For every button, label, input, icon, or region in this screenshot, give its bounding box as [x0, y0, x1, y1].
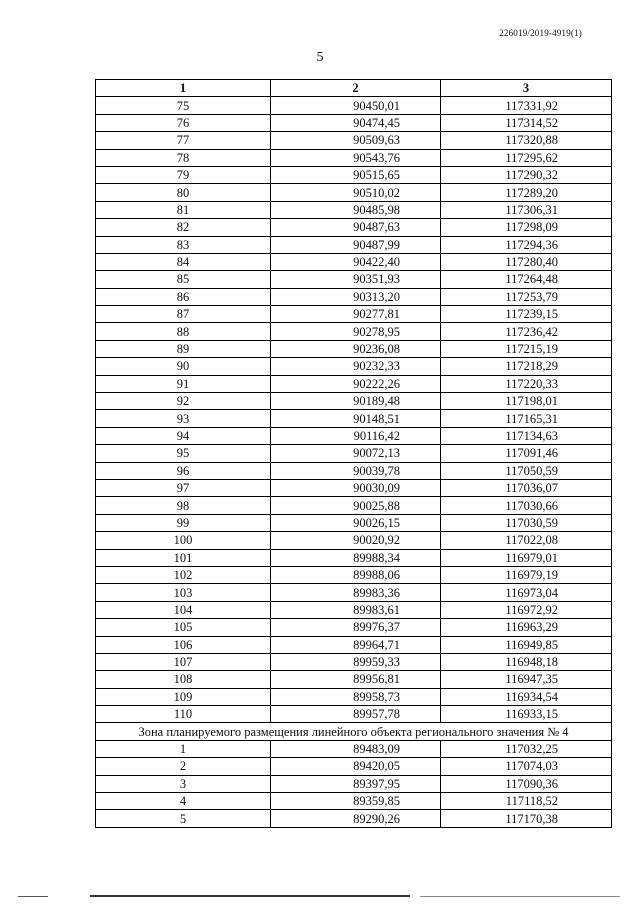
x-coordinate: 90236,08 [271, 340, 441, 357]
x-coordinate: 90277,81 [271, 306, 441, 323]
table-row [96, 775, 612, 792]
point-number: 88 [96, 323, 271, 340]
point-number: 1 [96, 740, 271, 757]
point-number: 95 [96, 445, 271, 462]
x-coordinate: 90422,40 [271, 253, 441, 270]
y-coordinate: 117280,40 [441, 253, 612, 270]
y-coordinate: 117165,31 [441, 410, 612, 427]
x-coordinate: 89397,95 [271, 775, 441, 792]
table-row [96, 445, 612, 462]
table-row [96, 584, 612, 601]
table-row [96, 97, 612, 114]
point-number: 108 [96, 671, 271, 688]
y-coordinate: 117289,20 [441, 184, 612, 201]
y-coordinate: 116972,92 [441, 601, 612, 618]
y-coordinate: 117074,03 [441, 758, 612, 775]
x-coordinate: 89359,85 [271, 793, 441, 810]
point-number: 79 [96, 166, 271, 183]
y-coordinate: 116949,85 [441, 636, 612, 653]
table-row [96, 566, 612, 583]
point-number: 80 [96, 184, 271, 201]
y-coordinate: 117050,59 [441, 462, 612, 479]
x-coordinate: 90487,99 [271, 236, 441, 253]
table-row [96, 340, 612, 357]
y-coordinate: 117220,33 [441, 375, 612, 392]
y-coordinate: 117331,92 [441, 97, 612, 114]
table-row [96, 236, 612, 253]
point-number: 100 [96, 532, 271, 549]
x-coordinate: 90026,15 [271, 514, 441, 531]
scan-artifact-line [0, 893, 640, 899]
point-number: 105 [96, 619, 271, 636]
y-coordinate: 117264,48 [441, 271, 612, 288]
y-coordinate: 117306,31 [441, 201, 612, 218]
column-header-1: 1 [96, 80, 271, 97]
table-body-zone-3 [96, 97, 612, 723]
x-coordinate: 90148,51 [271, 410, 441, 427]
table-row [96, 671, 612, 688]
y-coordinate: 117239,15 [441, 306, 612, 323]
point-number: 4 [96, 793, 271, 810]
y-coordinate: 117091,46 [441, 445, 612, 462]
table-row [96, 688, 612, 705]
y-coordinate: 117295,62 [441, 149, 612, 166]
y-coordinate: 117236,42 [441, 323, 612, 340]
x-coordinate: 89976,37 [271, 619, 441, 636]
point-number: 5 [96, 810, 271, 827]
x-coordinate: 89988,34 [271, 549, 441, 566]
point-number: 96 [96, 462, 271, 479]
table-row [96, 740, 612, 757]
x-coordinate: 89956,81 [271, 671, 441, 688]
y-coordinate: 117314,52 [441, 114, 612, 131]
y-coordinate: 117294,36 [441, 236, 612, 253]
y-coordinate: 117253,79 [441, 288, 612, 305]
table-row [96, 375, 612, 392]
point-number: 76 [96, 114, 271, 131]
x-coordinate: 90030,09 [271, 479, 441, 496]
y-coordinate: 117134,63 [441, 427, 612, 444]
point-number: 3 [96, 775, 271, 792]
header-row [96, 80, 612, 97]
page-number: 5 [316, 50, 324, 65]
point-number: 78 [96, 149, 271, 166]
x-coordinate: 90189,48 [271, 393, 441, 410]
point-number: 77 [96, 132, 271, 149]
x-coordinate: 90487,63 [271, 219, 441, 236]
x-coordinate: 89983,36 [271, 584, 441, 601]
x-coordinate: 90515,65 [271, 166, 441, 183]
coordinates-table [95, 79, 612, 828]
table-row [96, 114, 612, 131]
x-coordinate: 90222,26 [271, 375, 441, 392]
x-coordinate: 89957,78 [271, 706, 441, 723]
x-coordinate: 90116,42 [271, 427, 441, 444]
table-row [96, 601, 612, 618]
point-number: 102 [96, 566, 271, 583]
x-coordinate: 90450,01 [271, 97, 441, 114]
point-number: 94 [96, 427, 271, 444]
y-coordinate: 117036,07 [441, 479, 612, 496]
section-row [96, 723, 612, 740]
table-row [96, 166, 612, 183]
x-coordinate: 90072,13 [271, 445, 441, 462]
table-row [96, 514, 612, 531]
y-coordinate: 116979,01 [441, 549, 612, 566]
document-id: 226019/2019-4919(1) [499, 28, 582, 38]
x-coordinate: 90543,76 [271, 149, 441, 166]
table-row [96, 427, 612, 444]
x-coordinate: 89988,06 [271, 566, 441, 583]
y-coordinate: 116948,18 [441, 653, 612, 670]
table-row [96, 793, 612, 810]
x-coordinate: 90232,33 [271, 358, 441, 375]
table-row [96, 410, 612, 427]
x-coordinate: 90510,02 [271, 184, 441, 201]
column-header-2: 2 [271, 80, 441, 97]
y-coordinate: 116979,19 [441, 566, 612, 583]
x-coordinate: 90485,98 [271, 201, 441, 218]
point-number: 107 [96, 653, 271, 670]
y-coordinate: 117215,19 [441, 340, 612, 357]
table-row [96, 549, 612, 566]
column-header-3: 3 [441, 80, 612, 97]
y-coordinate: 117218,29 [441, 358, 612, 375]
point-number: 98 [96, 497, 271, 514]
y-coordinate: 116934,54 [441, 688, 612, 705]
point-number: 81 [96, 201, 271, 218]
point-number: 93 [96, 410, 271, 427]
y-coordinate: 116963,29 [441, 619, 612, 636]
x-coordinate: 90509,63 [271, 132, 441, 149]
y-coordinate: 117290,32 [441, 166, 612, 183]
point-number: 109 [96, 688, 271, 705]
x-coordinate: 89483,09 [271, 740, 441, 757]
x-coordinate: 89959,33 [271, 653, 441, 670]
y-coordinate: 117320,88 [441, 132, 612, 149]
y-coordinate: 117298,09 [441, 219, 612, 236]
table-row [96, 323, 612, 340]
table-row [96, 306, 612, 323]
point-number: 97 [96, 479, 271, 496]
table-row [96, 393, 612, 410]
point-number: 75 [96, 97, 271, 114]
point-number: 83 [96, 236, 271, 253]
point-number: 89 [96, 340, 271, 357]
table-row [96, 271, 612, 288]
table-row [96, 497, 612, 514]
table-row [96, 479, 612, 496]
y-coordinate: 117030,59 [441, 514, 612, 531]
section-title: Зона планируемого размещения линейного объекта регионального значения № 4 [96, 723, 612, 740]
x-coordinate: 90278,95 [271, 323, 441, 340]
point-number: 101 [96, 549, 271, 566]
table-body-zone-4 [96, 740, 612, 827]
x-coordinate: 90474,45 [271, 114, 441, 131]
table-row [96, 219, 612, 236]
point-number: 99 [96, 514, 271, 531]
y-coordinate: 117032,25 [441, 740, 612, 757]
y-coordinate: 117118,52 [441, 793, 612, 810]
table-header [96, 80, 612, 97]
table-row [96, 636, 612, 653]
point-number: 82 [96, 219, 271, 236]
table-row [96, 149, 612, 166]
point-number: 84 [96, 253, 271, 270]
x-coordinate: 89420,05 [271, 758, 441, 775]
point-number: 85 [96, 271, 271, 288]
x-coordinate: 89964,71 [271, 636, 441, 653]
point-number: 90 [96, 358, 271, 375]
table-row [96, 758, 612, 775]
point-number: 106 [96, 636, 271, 653]
x-coordinate: 89958,73 [271, 688, 441, 705]
table-row [96, 358, 612, 375]
table-row [96, 462, 612, 479]
point-number: 104 [96, 601, 271, 618]
y-coordinate: 117198,01 [441, 393, 612, 410]
point-number: 110 [96, 706, 271, 723]
x-coordinate: 90020,92 [271, 532, 441, 549]
point-number: 92 [96, 393, 271, 410]
x-coordinate: 89290,26 [271, 810, 441, 827]
table-row [96, 706, 612, 723]
x-coordinate: 90039,78 [271, 462, 441, 479]
y-coordinate: 116973,04 [441, 584, 612, 601]
y-coordinate: 116947,35 [441, 671, 612, 688]
table-row [96, 184, 612, 201]
table-row [96, 619, 612, 636]
y-coordinate: 117170,38 [441, 810, 612, 827]
point-number: 2 [96, 758, 271, 775]
y-coordinate: 117030,66 [441, 497, 612, 514]
point-number: 103 [96, 584, 271, 601]
table-row [96, 253, 612, 270]
x-coordinate: 90313,20 [271, 288, 441, 305]
table-row [96, 201, 612, 218]
table-row [96, 532, 612, 549]
point-number: 87 [96, 306, 271, 323]
y-coordinate: 116933,15 [441, 706, 612, 723]
point-number: 91 [96, 375, 271, 392]
y-coordinate: 117090,36 [441, 775, 612, 792]
x-coordinate: 89983,61 [271, 601, 441, 618]
point-number: 86 [96, 288, 271, 305]
table-row [96, 653, 612, 670]
table-row [96, 132, 612, 149]
x-coordinate: 90351,93 [271, 271, 441, 288]
table-row [96, 288, 612, 305]
table-section [96, 723, 612, 740]
y-coordinate: 117022,08 [441, 532, 612, 549]
x-coordinate: 90025,88 [271, 497, 441, 514]
table-row [96, 810, 612, 827]
